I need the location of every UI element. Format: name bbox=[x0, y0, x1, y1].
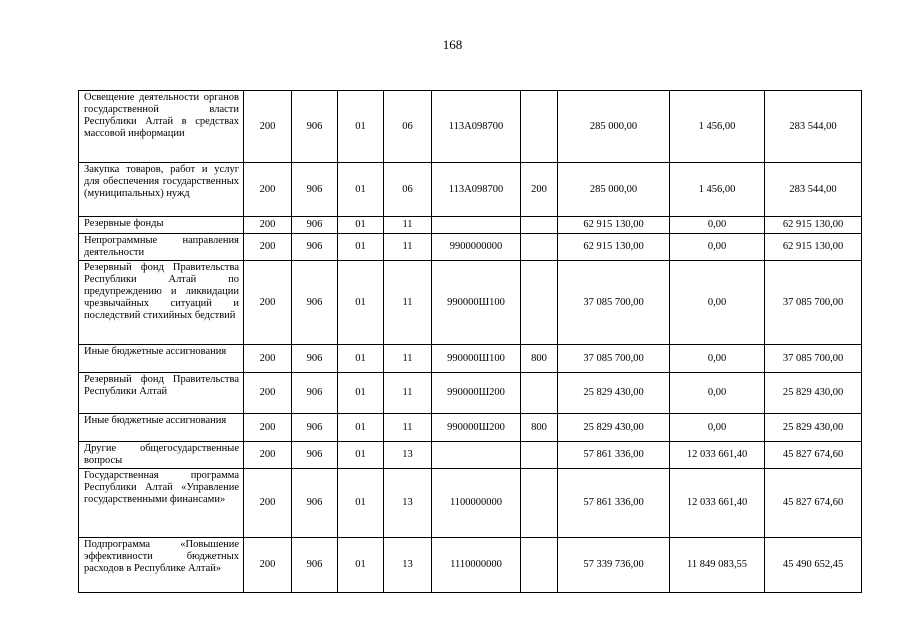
table-row bbox=[79, 261, 862, 345]
row-name: Иные бюджетные ассигнования bbox=[79, 414, 244, 442]
row-name: Резервные фонды bbox=[79, 217, 244, 234]
row-value-2: 12 033 661,40 bbox=[670, 469, 765, 538]
row-code-1: 200 bbox=[244, 345, 292, 373]
row-code-3: 01 bbox=[338, 414, 384, 442]
row-code-6 bbox=[521, 538, 558, 593]
row-value-1: 62 915 130,00 bbox=[558, 217, 670, 234]
row-code-2: 906 bbox=[292, 442, 338, 469]
row-code-4: 11 bbox=[384, 234, 432, 261]
row-value-3: 45 827 674,60 bbox=[765, 442, 862, 469]
row-code-6: 800 bbox=[521, 345, 558, 373]
row-code-3: 01 bbox=[338, 442, 384, 469]
row-name: Непрограммные направления деятельности bbox=[79, 234, 244, 261]
row-value-1: 285 000,00 bbox=[558, 91, 670, 163]
row-code-4: 06 bbox=[384, 163, 432, 217]
row-code-2: 906 bbox=[292, 469, 338, 538]
row-code-4: 13 bbox=[384, 442, 432, 469]
row-value-2: 1 456,00 bbox=[670, 163, 765, 217]
page-number: 168 bbox=[442, 37, 463, 52]
row-code-6 bbox=[521, 91, 558, 163]
row-code-2: 906 bbox=[292, 261, 338, 345]
row-name: Резервный фонд Правительства Республики Алтай bbox=[79, 373, 244, 414]
table-row bbox=[79, 91, 862, 163]
row-code-1: 200 bbox=[244, 91, 292, 163]
row-value-3: 283 544,00 bbox=[765, 91, 862, 163]
row-name: Резервный фонд Правительства Республики Алтай по предупреждению и ликвидации чрезвычайных ситуаций и последствий стихийных бедствий bbox=[79, 261, 244, 345]
table-row bbox=[79, 469, 862, 538]
row-code-1: 200 bbox=[244, 234, 292, 261]
row-code-5: 1110000000 bbox=[432, 538, 521, 593]
row-value-3: 37 085 700,00 bbox=[765, 261, 862, 345]
row-code-2: 906 bbox=[292, 373, 338, 414]
row-code-1: 200 bbox=[244, 217, 292, 234]
row-code-4: 11 bbox=[384, 261, 432, 345]
row-name: Закупка товаров, работ и услуг для обеспечения государственных (муниципальных) нужд bbox=[79, 163, 244, 217]
row-code-3: 01 bbox=[338, 234, 384, 261]
row-code-4: 11 bbox=[384, 217, 432, 234]
row-code-6 bbox=[521, 234, 558, 261]
budget-table bbox=[78, 90, 862, 593]
row-code-5: 113А098700 bbox=[432, 91, 521, 163]
row-code-2: 906 bbox=[292, 91, 338, 163]
row-code-1: 200 bbox=[244, 261, 292, 345]
row-code-3: 01 bbox=[338, 217, 384, 234]
row-code-3: 01 bbox=[338, 261, 384, 345]
row-code-1: 200 bbox=[244, 373, 292, 414]
table-row bbox=[79, 163, 862, 217]
row-value-2: 0,00 bbox=[670, 217, 765, 234]
row-code-3: 01 bbox=[338, 538, 384, 593]
table-row bbox=[79, 442, 862, 469]
row-code-2: 906 bbox=[292, 217, 338, 234]
row-value-1: 57 861 336,00 bbox=[558, 442, 670, 469]
row-value-3: 62 915 130,00 bbox=[765, 217, 862, 234]
row-code-1: 200 bbox=[244, 414, 292, 442]
row-code-2: 906 bbox=[292, 234, 338, 261]
row-code-2: 906 bbox=[292, 414, 338, 442]
row-code-3: 01 bbox=[338, 163, 384, 217]
row-value-3: 25 829 430,00 bbox=[765, 373, 862, 414]
row-value-2: 12 033 661,40 bbox=[670, 442, 765, 469]
table-row bbox=[79, 217, 862, 234]
row-value-1: 37 085 700,00 bbox=[558, 345, 670, 373]
row-value-3: 283 544,00 bbox=[765, 163, 862, 217]
row-value-2: 0,00 bbox=[670, 373, 765, 414]
table-row bbox=[79, 234, 862, 261]
row-code-5 bbox=[432, 217, 521, 234]
row-code-1: 200 bbox=[244, 469, 292, 538]
table-row bbox=[79, 538, 862, 593]
row-code-5: 9900000000 bbox=[432, 234, 521, 261]
row-code-1: 200 bbox=[244, 442, 292, 469]
row-code-6: 800 bbox=[521, 414, 558, 442]
row-code-3: 01 bbox=[338, 91, 384, 163]
row-value-2: 0,00 bbox=[670, 234, 765, 261]
row-code-5: 990000Ш100 bbox=[432, 261, 521, 345]
row-value-3: 37 085 700,00 bbox=[765, 345, 862, 373]
table-row bbox=[79, 373, 862, 414]
row-value-1: 37 085 700,00 bbox=[558, 261, 670, 345]
row-code-6 bbox=[521, 261, 558, 345]
row-value-1: 57 861 336,00 bbox=[558, 469, 670, 538]
row-name: Иные бюджетные ассигнования bbox=[79, 345, 244, 373]
row-value-3: 62 915 130,00 bbox=[765, 234, 862, 261]
row-code-5: 1100000000 bbox=[432, 469, 521, 538]
row-code-4: 06 bbox=[384, 91, 432, 163]
row-code-6 bbox=[521, 217, 558, 234]
row-value-2: 1 456,00 bbox=[670, 91, 765, 163]
row-code-4: 11 bbox=[384, 373, 432, 414]
row-code-3: 01 bbox=[338, 469, 384, 538]
row-code-3: 01 bbox=[338, 373, 384, 414]
row-code-4: 11 bbox=[384, 414, 432, 442]
row-value-2: 11 849 083,55 bbox=[670, 538, 765, 593]
row-code-1: 200 bbox=[244, 163, 292, 217]
row-value-1: 62 915 130,00 bbox=[558, 234, 670, 261]
row-code-5 bbox=[432, 442, 521, 469]
row-value-2: 0,00 bbox=[670, 414, 765, 442]
row-code-5: 990000Ш200 bbox=[432, 373, 521, 414]
row-code-6: 200 bbox=[521, 163, 558, 217]
row-value-1: 25 829 430,00 bbox=[558, 414, 670, 442]
row-value-3: 45 490 652,45 bbox=[765, 538, 862, 593]
row-code-5: 990000Ш100 bbox=[432, 345, 521, 373]
row-name: Освещение деятельности органов государственной власти Республики Алтай в средствах массовой информации bbox=[79, 91, 244, 163]
row-code-4: 11 bbox=[384, 345, 432, 373]
row-value-1: 285 000,00 bbox=[558, 163, 670, 217]
row-code-4: 13 bbox=[384, 538, 432, 593]
row-value-1: 25 829 430,00 bbox=[558, 373, 670, 414]
row-code-1: 200 bbox=[244, 538, 292, 593]
row-code-4: 13 bbox=[384, 469, 432, 538]
table-row bbox=[79, 345, 862, 373]
row-name: Другие общегосударственные вопросы bbox=[79, 442, 244, 469]
row-value-3: 25 829 430,00 bbox=[765, 414, 862, 442]
row-code-2: 906 bbox=[292, 345, 338, 373]
row-value-2: 0,00 bbox=[670, 261, 765, 345]
row-code-5: 990000Ш200 bbox=[432, 414, 521, 442]
row-value-3: 45 827 674,60 bbox=[765, 469, 862, 538]
row-code-6 bbox=[521, 442, 558, 469]
table-row bbox=[79, 414, 862, 442]
row-value-2: 0,00 bbox=[670, 345, 765, 373]
row-code-6 bbox=[521, 373, 558, 414]
row-code-2: 906 bbox=[292, 163, 338, 217]
row-value-1: 57 339 736,00 bbox=[558, 538, 670, 593]
row-code-5: 113А098700 bbox=[432, 163, 521, 217]
row-code-3: 01 bbox=[338, 345, 384, 373]
row-name: Государственная программа Республики Алтай «Управление государственными финансами» bbox=[79, 469, 244, 538]
row-code-2: 906 bbox=[292, 538, 338, 593]
row-name: Подпрограмма «Повышение эффективности бюджетных расходов в Республике Алтай» bbox=[79, 538, 244, 593]
row-code-6 bbox=[521, 469, 558, 538]
